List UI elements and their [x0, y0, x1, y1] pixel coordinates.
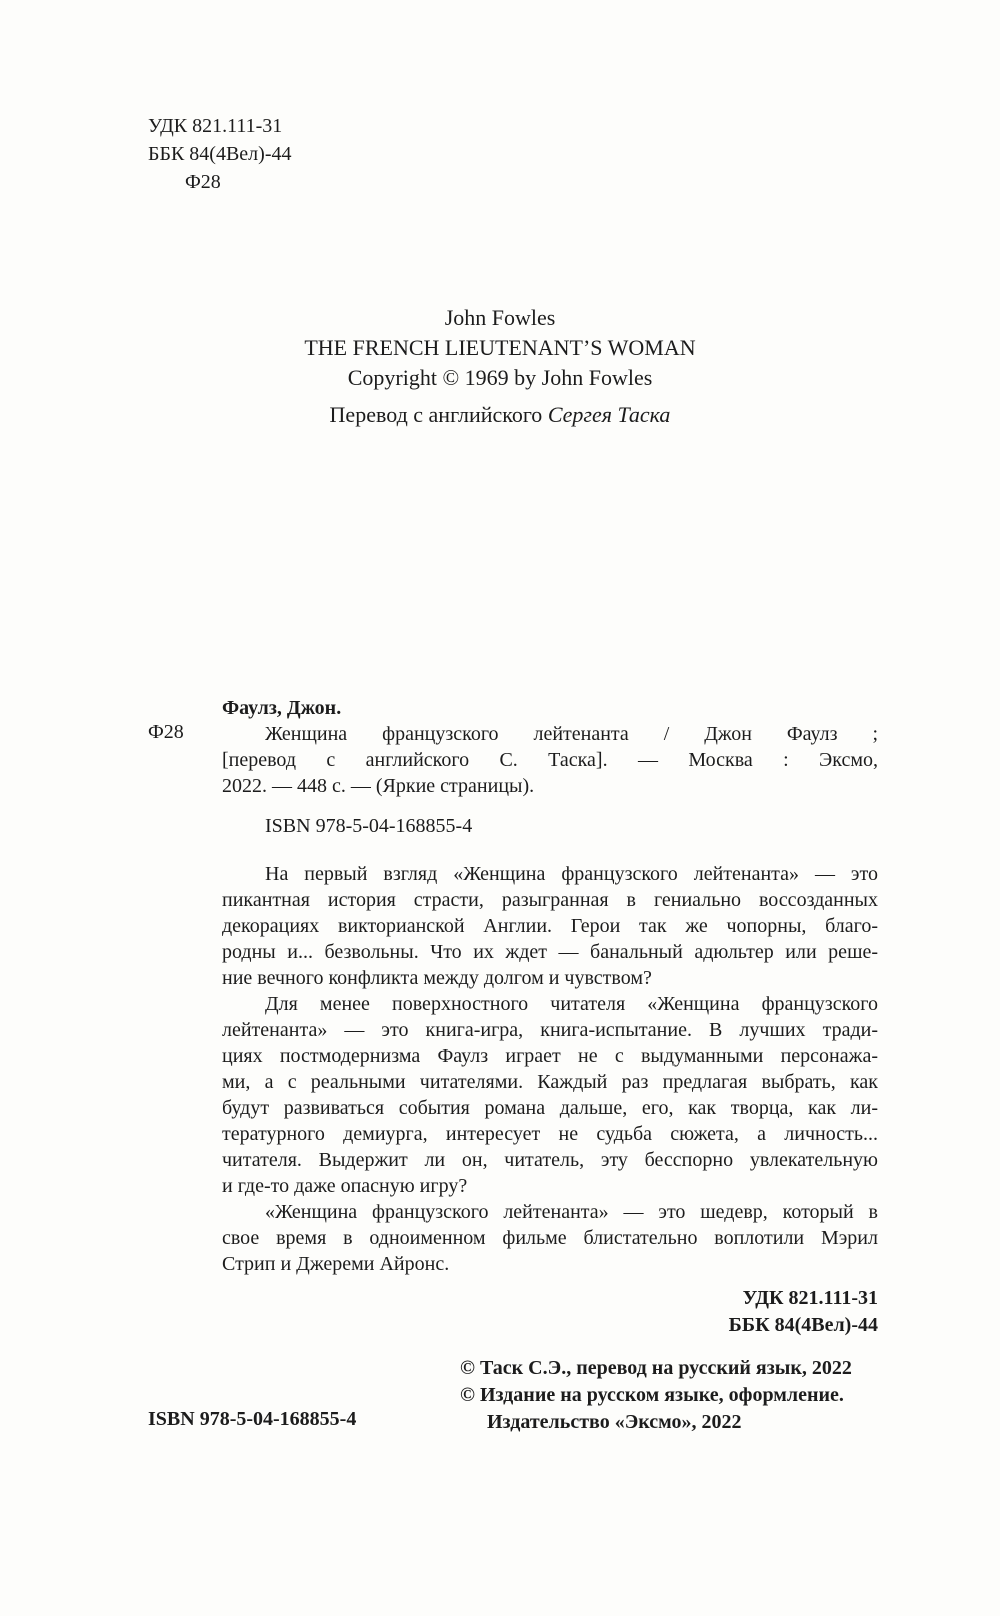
text-line: читателя. Выдержит ли он, читатель, эту бесспорно увлекательную [222, 1149, 878, 1171]
copyright-publisher: Издательство «Эксмо», 2022 [487, 1411, 742, 1433]
bbk-code-bottom: ББК 84(4Вел)-44 [728, 1314, 878, 1336]
annotation-paragraph [222, 991, 878, 1199]
text-line: декорациях викторианской Англии. Герои так же чопорны, благо- [222, 915, 878, 937]
text-line: 2022. — 448 с. — (Яркие страницы). [222, 775, 535, 797]
udk-code-bottom: УДК 821.111-31 [742, 1287, 878, 1309]
original-author: John Fowles [444, 305, 556, 330]
text-line: Для менее поверхностного читателя «Женщина французского [265, 993, 878, 1015]
catalog-margin-code: Ф28 [148, 721, 184, 743]
top-classification-codes [148, 112, 292, 196]
text-line: Стрип и Джереми Айронс. [222, 1253, 450, 1275]
author-sign-code: Ф28 [185, 171, 221, 193]
text-line: ми, а с реальными читателями. Каждый раз предлагая выбрать, как [222, 1071, 878, 1093]
text-line: Женщина французского лейтенанта / Джон Фаулз ; [265, 723, 878, 745]
translation-credit [135, 400, 865, 430]
copyright-translator: © Таск С.Э., перевод на русский язык, 2022 [460, 1357, 852, 1379]
text-line: тературного демиурга, интересует не судьба сюжета, а личность... [222, 1123, 878, 1145]
bbk-code: ББК 84(4Вел)-44 [148, 143, 292, 165]
bottom-classification-codes [222, 1285, 878, 1339]
main-text-column [222, 695, 878, 1339]
text-line: свое время в одноименном фильме блистательно воплотили Мэрил [222, 1227, 878, 1249]
original-copyright: Copyright © 1969 by John Fowles [347, 365, 653, 390]
text-line: пикантная история страсти, разыгранная в гениально воссозданных [222, 889, 878, 911]
isbn-catalog: ISBN 978-5-04-168855-4 [265, 815, 473, 837]
original-title: THE FRENCH LIEUTENANT’S WOMAN [304, 335, 696, 360]
text-line: родны и... безвольны. Что их ждет — банальный адюльтер или реше- [222, 941, 878, 963]
catalog-entry [222, 721, 878, 799]
isbn-bottom: ISBN 978-5-04-168855-4 [148, 1408, 357, 1430]
text-line: циях постмодернизма Фаулз играет не с выдуманными персонажа- [222, 1045, 878, 1067]
text-line: лейтенанта» — это книга-игра, книга-испытание. В лучших тради- [222, 1019, 878, 1041]
annotation-paragraph [222, 1199, 878, 1277]
copyright-edition: © Издание на русском языке, оформление. [460, 1384, 844, 1406]
copyright-block [460, 1355, 852, 1436]
text-line: ние вечного конфликта между долгом и чувством? [222, 967, 652, 989]
text-line: На первый взгляд «Женщина французского лейтенанта» — это [265, 863, 878, 885]
catalog-author-heading: Фаулз, Джон. [222, 697, 342, 719]
original-title-block [135, 303, 865, 430]
text-line: и где-то даже опасную игру? [222, 1175, 468, 1197]
annotation [222, 861, 878, 1277]
text-line: [перевод с английского С. Таска]. — Москва : Эксмо, [222, 749, 878, 771]
translation-prefix: Перевод с английского [329, 402, 543, 427]
udk-code: УДК 821.111-31 [148, 115, 283, 137]
annotation-paragraph [222, 861, 878, 991]
text-line: будут развиваться события романа дальше, его, как творца, как ли- [222, 1097, 878, 1119]
translator-name: Сергея Таска [547, 402, 671, 427]
text-line: «Женщина французского лейтенанта» — это шедевр, который в [265, 1201, 878, 1223]
